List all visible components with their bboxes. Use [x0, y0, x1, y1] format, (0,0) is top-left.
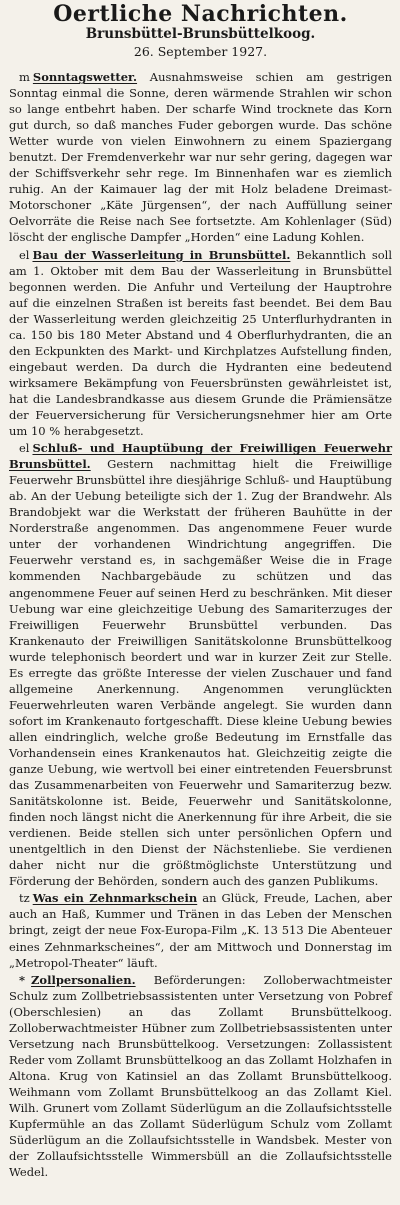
article-body: Ausnahmsweise schien am gestrigen Sonntag einmal die Sonne, deren wärmende Strahlen wir schon so lange entbehrt haben. Der scharfe Wind trocknete das Korn gut durch, so daß manches Fuder geborgen wurde. Das schöne Wetter wurde von vielen Einwohnern zu einem Spaziergang benutzt. Der Fremdenverkehr war nur sehr gering, dagegen war der Schiffsverkehr sehr rege. Im Binnenhafen war es ziemlich ruhig. An der Kaimauer lag der mit Holz beladene Dreimast-Motorschoner „Käte Jürgensen“, der nach Auffüllung seiner Oelvorräte die Reise nach See fortsetzte. Am Kohlenlager (Süd) löscht der englische Dampfer „Horden“ eine Ladung Kohlen. — [9, 70, 392, 245]
article-body: Bekanntlich soll am 1. Oktober mit dem Bau der Wasserleitung in Brunsbüttel begonnen werden. Die Anfuhr und Verteilung der Hauptrohre auf die einzelnen Straßen ist bereits fast beendet. Bei dem Bau der Wasserleitung werden gleichzeitig 25 Unterflurhydranten in ca. 150 bis 180 Meter Abstand und 4 Oberflurhydranten, die an den Eckpunkten des Markt- und Kirchplatzes Aufstellung finden, eingebaut werden. Da durch die Hydranten eine bedeutend wirksamere Bekämpfung von Feuersbrünsten gewährleistet ist, hat die Landesbrandkasse aus diesem Grunde die Prämiensätze der Feuerversicherung für Versicherungsnehmer hier am Orte um 10 % herabgesetzt. — [9, 247, 393, 439]
article-body: an Glück, Freude, Lachen, aber auch an Haß, Kummer und Tränen in das Leben der Menschen bringt, zeigt der neue Fox-Europa-Film „K. 13 513 Die Abenteuer eines Zehnmarkscheines“, der am Mittwoch und Donnerstag im „Metropol-Theater“ läuft. — [9, 891, 393, 970]
author-tag: tz — [19, 891, 30, 906]
author-tag: el — [19, 247, 30, 262]
article-body: Gestern nachmittag hielt die Freiwillige Feuerwehr Brunsbüttel ihre diesjährige Schluß- und Hauptübung ab. An der Uebung beteiligte sich der 1. Zug der Brandwehr. Als Brandobjekt war die Werkstatt der früheren Bauhütte in der Norderstraße angenommen. Das angenommene Feuer wurde unter der vorhandenen Windrichtung angegriffen. Die Feuerwehr verstand es, in sachgemäßer Weise die in Frage kommenden Nachbargebäude zu schützen und das angenommene Feuer auf seinen Herd zu beschränken. Mit dieser Uebung war eine gleichzeitige Uebung des Samariterzuges der Freiwilligen Feuerwehr Brunsbüttel verbunden. Das Krankenauto der Freiwilligen Sanitätskolonne Brunsbüttelkoog wurde telephonisch beordert und war in kurzer Zeit zur Stelle. Es erregte das größte Interesse der vielen Zuschauer und fand allgemeine Anerkennung. Angenommen verunglückten Feuerwehrleuten waren Verbände angelegt. Sie wurden dann sofort im Krankenauto fortgeschafft. Diese kleine Uebung bewies allen eindringlich, welche große Bedeutung im Ernstfalle das Vorhandensein eines Krankenautos hat. Gleichzeitig zeigte die ganze Uebung, wie wertvoll bei einer eintretenden Feuersbrunst das Zusammenarbeiten von Feuerwehr und Samariterzug bezw. Sanitätskolonne ist. Beide, Feuerwehr und Sanitätskolonne, finden noch längst nicht die Anerkennung für ihre Arbeit, die sie verdienen. Beide stellen sich unter persönlichen Opfern und unentgeltlich in den Dienst der Nächstenliebe. Sie verdienen daher nicht nur die größtmöglichste Unterstützung und Förderung der Behörden, sondern auch des ganzen Publikums. — [9, 457, 393, 889]
article-heading: Sonntagswetter. — [32, 70, 138, 84]
article-heading: Was ein Zehnmarkschein — [32, 891, 198, 906]
author-tag: m — [19, 70, 30, 84]
asterisk-marker: * — [19, 972, 26, 987]
article-sonntagswetter — [9, 69, 392, 246]
dateline: 26. September 1927. — [133, 44, 268, 59]
article-zollpersonalien — [9, 972, 392, 1181]
article-body: Beförderungen: Zolloberwachtmeister Schulz zum Zollbetriebsassistenten unter Versetzung von Pobref (Oberschlesien) an das Zollamt Brunsbüttelkoog. Zolloberwachtmeister Hübner zum Zollbetriebsassistenten unter Versetzung nach Brunsbüttelkoog. Versetzungen: Zollassistent Reder vom Zollamt Brunsbüttelkoog an das Zollamt Holzhafen in Altona. Krug von Katinsiel an das Zollamt Brunsbüttelkoog. Weihmann vom Zollamt Brunsbüttelkoog an das Zollamt Kiel. Wilh. Grunert vom Zollamt Süderlügum an die Zollaufsichtsstelle Kupfermühle an das Zollamt Süderlügum Schulz vom Zollamt Süderlügum an die Zollaufsichtsstelle in Wandsbek. Mester von der Zollaufsichtsstelle Wimmersbüll an die Zollaufsichtsstelle Wedel. — [9, 972, 392, 1180]
article-heading: Bau der Wasserleitung in Brunsbüttel. — [32, 247, 291, 262]
section-headline: Oertliche Nachrichten. — [53, 1, 348, 27]
article-zehnmarkschein — [9, 890, 392, 970]
locality-subheading: Brunsbüttel-Brunsbüttelkoog. — [85, 26, 316, 42]
article-heading: Schluß- und Hauptübung der Freiwilligen Feuerwehr Brunsbüttel. — [9, 441, 392, 472]
author-tag: el — [19, 441, 30, 456]
article-feuerwehr-uebung — [9, 440, 392, 889]
article-wasserleitung — [9, 247, 392, 440]
article-heading: Zollpersonalien. — [31, 972, 136, 987]
